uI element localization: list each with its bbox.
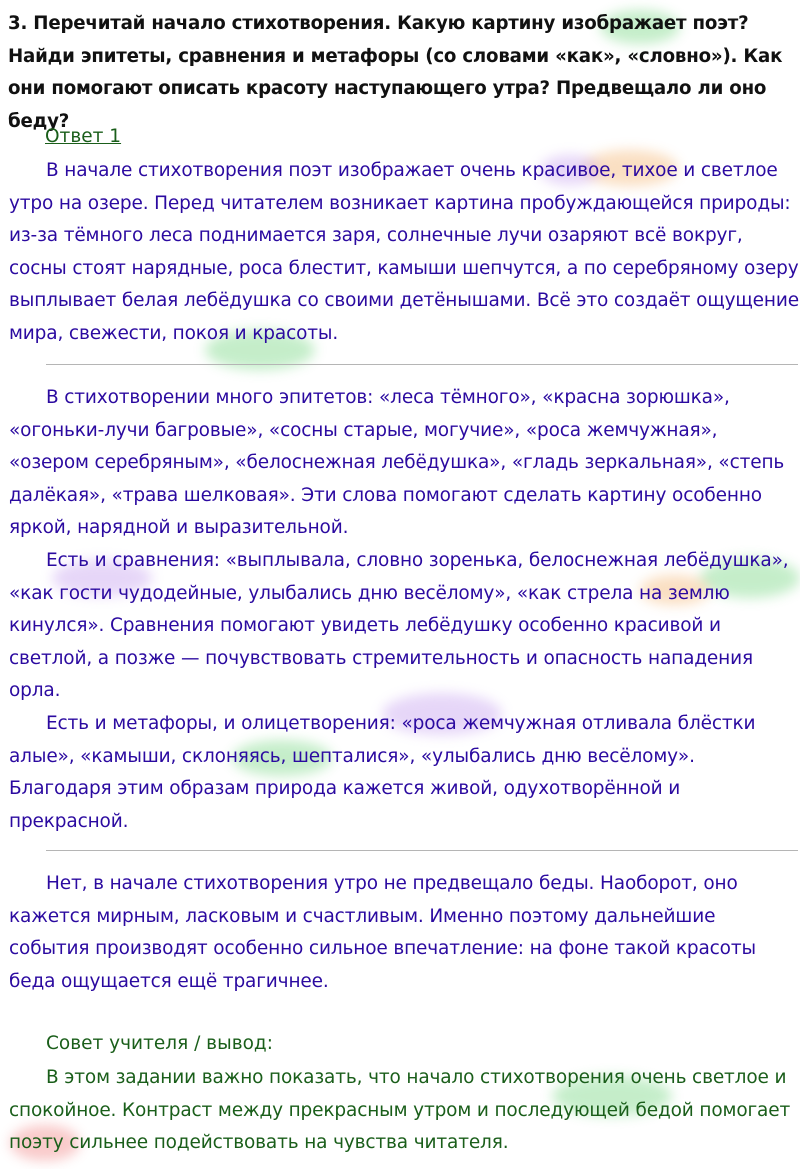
comparisons-paragraph: Есть и сравнения: «выплывала, словно зоренька, белоснежная лебёдушка», «как гости чудодейные, улыбались дню весёлому», «как стрела на землю кинулся». Сравнения помогают увидеть лебёдушку особенно красивой и светлой, а позже — почувствовать стремительность и опасность нападения орла. bbox=[9, 550, 789, 701]
metaphors-paragraph: Есть и метафоры, и олицетворения: «роса жемчужная отливала блёстки алые», «камыши, склоняясь, шепталися», «улыбались дню весёлому». Благодаря этим образам природа кажется живой, одухотворённой и прекрасной. bbox=[9, 713, 756, 832]
teacher-tip-paragraph: В этом задании важно показать, что начало стихотворения очень светлое и спокойное. Контраст между прекрасным утром и последующей бедой помогает поэту сильнее подействовать на чувства читателя. bbox=[9, 1067, 791, 1153]
conclusion-paragraph: Нет, в начале стихотворения утро не предвещало беды. Наоборот, оно кажется мирным, ласковым и счастливым. Именно поэтому дальнейшие события производят особенно сильное впечатление: на фоне такой красоты беда ощущается ещё трагичнее. bbox=[9, 873, 756, 992]
epithets-paragraph: В стихотворении много эпитетов: «леса тёмного», «красна зорюшка», «огоньки-лучи багровые», «сосны старые, могучие», «роса жемчужная», «озером серебряным», «белоснежная лебёдушка», «гладь зеркальная», «степь далёкая», «трава шелковая». Эти слова помогают сделать картину особенно яркой, нарядной и выразительной. bbox=[9, 387, 785, 538]
section-divider bbox=[46, 364, 798, 365]
question-text: 3. Перечитай начало стихотворения. Какую картину изображает поэт? Найди эпитеты, сравнения и метафоры (со словами «как», «словно»). Как они помогают описать красоту наступающего утра? Предвещало ли оно беду? bbox=[8, 13, 783, 132]
teacher-tip-heading: Совет учителя / вывод: bbox=[46, 1033, 273, 1054]
answer-heading: Ответ 1 bbox=[45, 126, 122, 147]
answer-paragraph: В начале стихотворения поэт изображает очень красивое, тихое и светлое утро на озере. Перед читателем возникает картина пробуждающейся природы: из-за тёмного леса поднимается заря, солнечные лучи озаряют всё вокруг, сосны стоят нарядные, роса блестит, камыши шепчутся, а по серебряному озеру выплывает белая лебёдушка со своими детёнышами. Всё это создаёт ощущение мира, свежести, покоя и красоты. bbox=[9, 160, 799, 344]
section-divider bbox=[46, 850, 798, 851]
